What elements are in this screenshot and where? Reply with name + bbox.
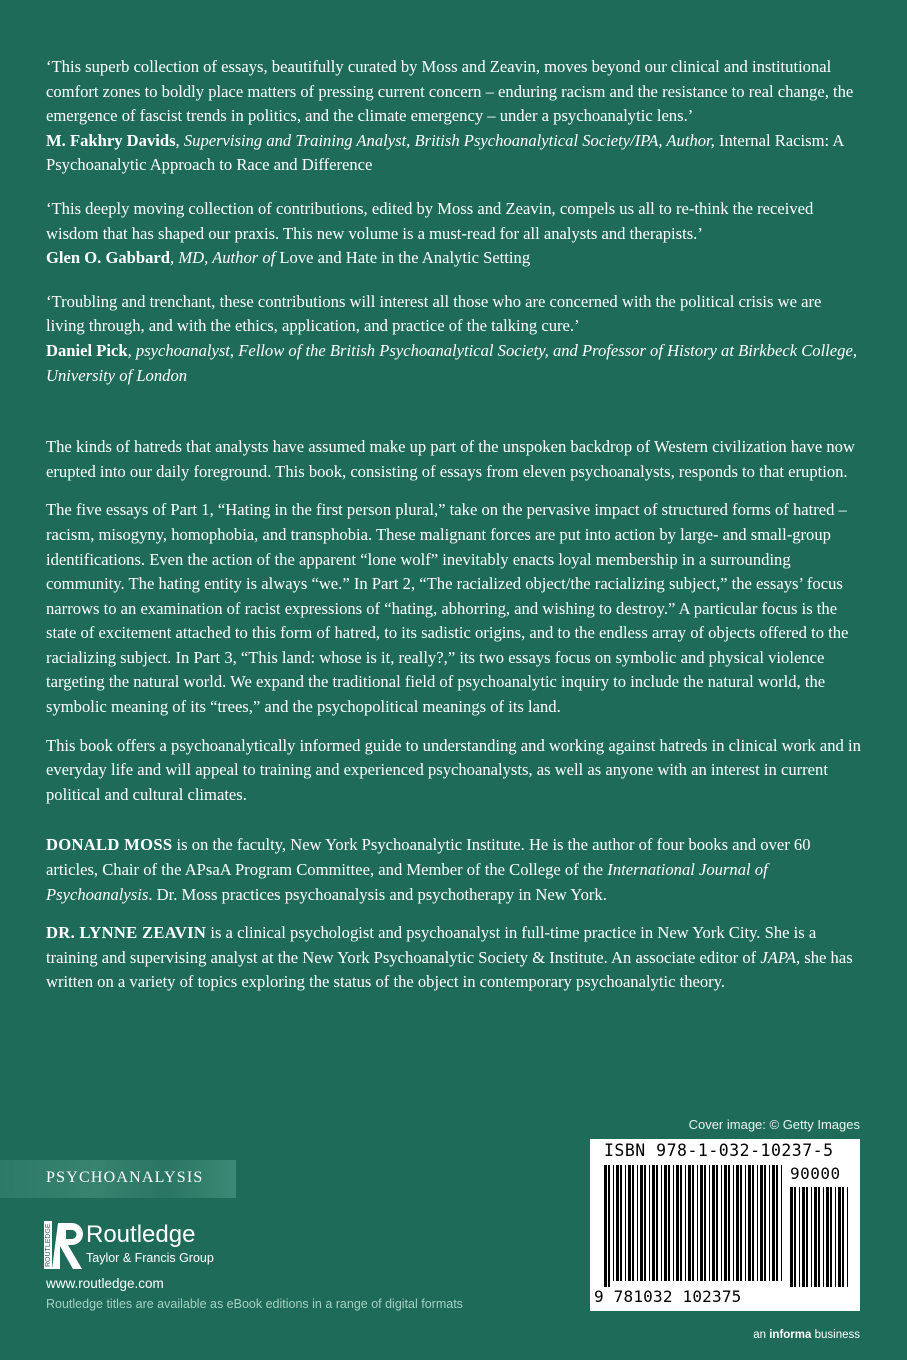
barcode-bar (752, 1165, 754, 1281)
barcode-bar (625, 1165, 626, 1281)
barcode-bar (656, 1165, 658, 1281)
barcode-bar (847, 1187, 848, 1287)
barcode-bar (748, 1165, 751, 1281)
barcode-bar (728, 1165, 730, 1281)
bio-text: is on the faculty, New York Psychoanalytic Institute. He is the author of four books and over 60 articles, Chair of the APsaA Program Committee, and Member of the College of the (46, 835, 811, 880)
bio-text: is a clinical psychologist and psychoanalyst in full-time practice in New York City. She is a training and supervising analyst at the New York Psychoanalytic Society & Institute. An associate editor of (46, 923, 817, 967)
barcode-bar (781, 1165, 782, 1281)
barcode-bar (637, 1165, 638, 1281)
endorsement-2 (46, 197, 864, 271)
barcode-bar (640, 1165, 643, 1281)
barcode-bar (700, 1165, 703, 1281)
endorser-role: , Supervising and Training Analyst, British Psychoanalytical Society/IPA, Author, (175, 130, 719, 150)
addon-bars (790, 1187, 850, 1287)
barcode-bar (826, 1187, 829, 1287)
barcode-bar (616, 1165, 619, 1281)
cover-image-credit: Cover image: © Getty Images (688, 1117, 860, 1132)
bio-italic: International Journal of Psychoanalysis (46, 860, 768, 904)
barcode-bar (814, 1187, 817, 1287)
barcode-bar (736, 1165, 739, 1281)
endorser-name: Glen O. Gabbard (46, 248, 171, 268)
back-cover-text (46, 55, 864, 1009)
svg-text:ROUTLEDGE: ROUTLEDGE (45, 1223, 52, 1267)
barcode-bar (760, 1165, 763, 1281)
barcode-bar (794, 1187, 796, 1287)
series-label: PSYCHOANALYSIS (46, 1169, 204, 1186)
barcode-bar (721, 1165, 722, 1281)
barcode-bar (740, 1165, 742, 1281)
endorser-work: Love and Hate in the Analytic Setting (279, 248, 531, 268)
barcode-bar (772, 1165, 775, 1281)
isbn-text: ISBN 978-1-032-10237-5 (604, 1141, 834, 1160)
barcode-bar (764, 1165, 766, 1281)
endorsement-source (46, 129, 864, 178)
bio-name: DONALD MOSS (46, 835, 173, 855)
barcode-bar (811, 1187, 812, 1287)
barcode-bar (664, 1165, 667, 1281)
barcode-bar (680, 1165, 682, 1281)
barcode-bar (673, 1165, 674, 1281)
barcode-bar (692, 1165, 694, 1281)
barcode-bar (685, 1165, 686, 1281)
barcode-bar (724, 1165, 727, 1281)
bio-text: , she has written on a variety of topics exploring the status of the object in contemporary psychoanalytic theory. (46, 947, 853, 992)
ebook-note: Routledge titles are available as eBook editions in a range of digital formats (46, 1297, 463, 1311)
barcode-bar (842, 1187, 844, 1287)
barcode-bar (661, 1165, 662, 1281)
bio-text: . Dr. Moss practices psychoanalysis and psychotherapy in New York. (148, 884, 607, 904)
barcode-bar (835, 1187, 836, 1287)
barcode-bar (757, 1165, 758, 1281)
barcode-bar (818, 1187, 820, 1287)
barcode-bar (733, 1165, 734, 1281)
barcode-bar (802, 1187, 805, 1287)
barcode-bar (704, 1165, 706, 1281)
barcode-bar (628, 1165, 631, 1281)
barcode-bar (676, 1165, 679, 1281)
barcode-bar (668, 1165, 670, 1281)
barcode-bar (823, 1187, 824, 1287)
informa-prefix: an (753, 1329, 770, 1341)
addon-digits: 90000 (790, 1164, 841, 1183)
endorsement-quote: ‘Troubling and trenchant, these contributions will interest all those who are concerned with the political crisis we are living through, and with the ethics, application, and practice of the talking cure.’ (46, 291, 822, 336)
barcode-bar (712, 1165, 715, 1281)
description-paragraph-1: The kinds of hatreds that analysts have assumed make up part of the unspoken backdrop of Western civilization have now erupted into our daily foreground. This book, consisting of essays from eleven psychoanalysts, responds to that eruption. (46, 437, 855, 481)
barcode-bar (769, 1165, 770, 1281)
informa-tagline (753, 1329, 860, 1341)
barcode-bar (776, 1165, 778, 1281)
barcode-bar (649, 1165, 650, 1281)
barcode-bar (688, 1165, 691, 1281)
endorser-role: , MD, Author of (170, 248, 280, 268)
endorsement-1 (46, 55, 864, 178)
description-paragraph-2: The five essays of Part 1, “Hating in the first person plural,” take on the pervasive impact of structured forms of hatred – racism, misogyny, homophobia, and transphobia. These malignant forces are put into action by large- and small-group identifications. Even the action of the apparent “lone wolf” inevitably enacts loyal membership in a surrounding community. The hating entity is always “we.” In Part 2, “The racialized object/the racializing subject,” the essays’ focus narrows to an examination of racist expressions of “hating, abhorring, and wishing to destroy.” A particular focus is the state of excitement attached to this form of hatred, to its sadistic origins, and to the endless array of objects offered to the racializing subject. In Part 3, “This land: whose is it, really?,” its two essays focus on symbolic and physical violence targeting the natural world. We expand the traditional field of psychoanalytic inquiry to include the natural world, the symbolic meaning of its “trees,” and the psychopolitical meanings of its land. (46, 500, 849, 717)
barcode-bar (838, 1187, 841, 1287)
barcode-bar (620, 1165, 622, 1281)
endorsement-source (46, 246, 864, 271)
bio-name: DR. LYNNE ZEAVIN (46, 923, 207, 943)
barcode-bar (799, 1187, 800, 1287)
isbn-barcode (590, 1139, 860, 1311)
informa-brand: informa (769, 1329, 812, 1341)
barcode-bar (697, 1165, 698, 1281)
publisher-name: Routledge (86, 1221, 196, 1248)
endorsement-quote: ‘This deeply moving collection of contributions, edited by Moss and Zeavin, compels us all to re-think the received wisdom that has shaped our praxis. This new volume is a must-read for all analysts and therapists.’ (46, 198, 814, 243)
bio-italic: JAPA (760, 947, 796, 967)
endorsement-3 (46, 290, 864, 388)
barcode-bar (806, 1187, 808, 1287)
endorser-work: Internal Racism: A Psychoanalytic Approach to Race and Difference (46, 130, 844, 175)
barcode-bar (716, 1165, 718, 1281)
bio-lynne-zeavin (46, 921, 864, 995)
endorser-role: , psychoanalyst, Fellow of the British Psychoanalytical Society, and Professor of History at Birkbeck College, University of London (46, 340, 857, 385)
endorsement-quote: ‘This superb collection of essays, beautifully curated by Moss and Zeavin, moves beyond our clinical and institutional comfort zones to boldly place matters of pressing current concern – enduring racism and the resistance to real change, the emergence of fascist trends in politics, and the climate emergency – under a psychoanalytic lens.’ (46, 57, 854, 126)
barcode-bar (790, 1187, 793, 1287)
bio-donald-moss (46, 833, 864, 907)
barcode-bar (604, 1165, 607, 1287)
endorsement-source (46, 339, 864, 388)
barcode-bar (644, 1165, 646, 1281)
barcode-bar (709, 1165, 710, 1281)
endorser-name: M. Fakhry Davids (46, 130, 176, 150)
endorser-name: Daniel Pick (46, 340, 128, 360)
publisher-url[interactable]: www.routledge.com (46, 1276, 164, 1291)
publisher-group: Taylor & Francis Group (86, 1251, 214, 1265)
barcode-bar (745, 1165, 746, 1281)
barcode-bar (613, 1165, 614, 1281)
barcode-bar (632, 1165, 634, 1281)
informa-suffix: business (811, 1329, 860, 1341)
description-paragraph-3: This book offers a psychoanalytically informed guide to understanding and working against hatreds in clinical work and in everyday life and will appeal to training and experienced psychoanalysts, as well as anyone with an interest in current political and cultural climates. (46, 735, 861, 804)
barcode-bar (830, 1187, 832, 1287)
barcode-bar (608, 1165, 610, 1287)
ean-bars (604, 1165, 784, 1287)
ean-digits: 9 781032 102375 (594, 1287, 742, 1306)
barcode-bar (652, 1165, 655, 1281)
